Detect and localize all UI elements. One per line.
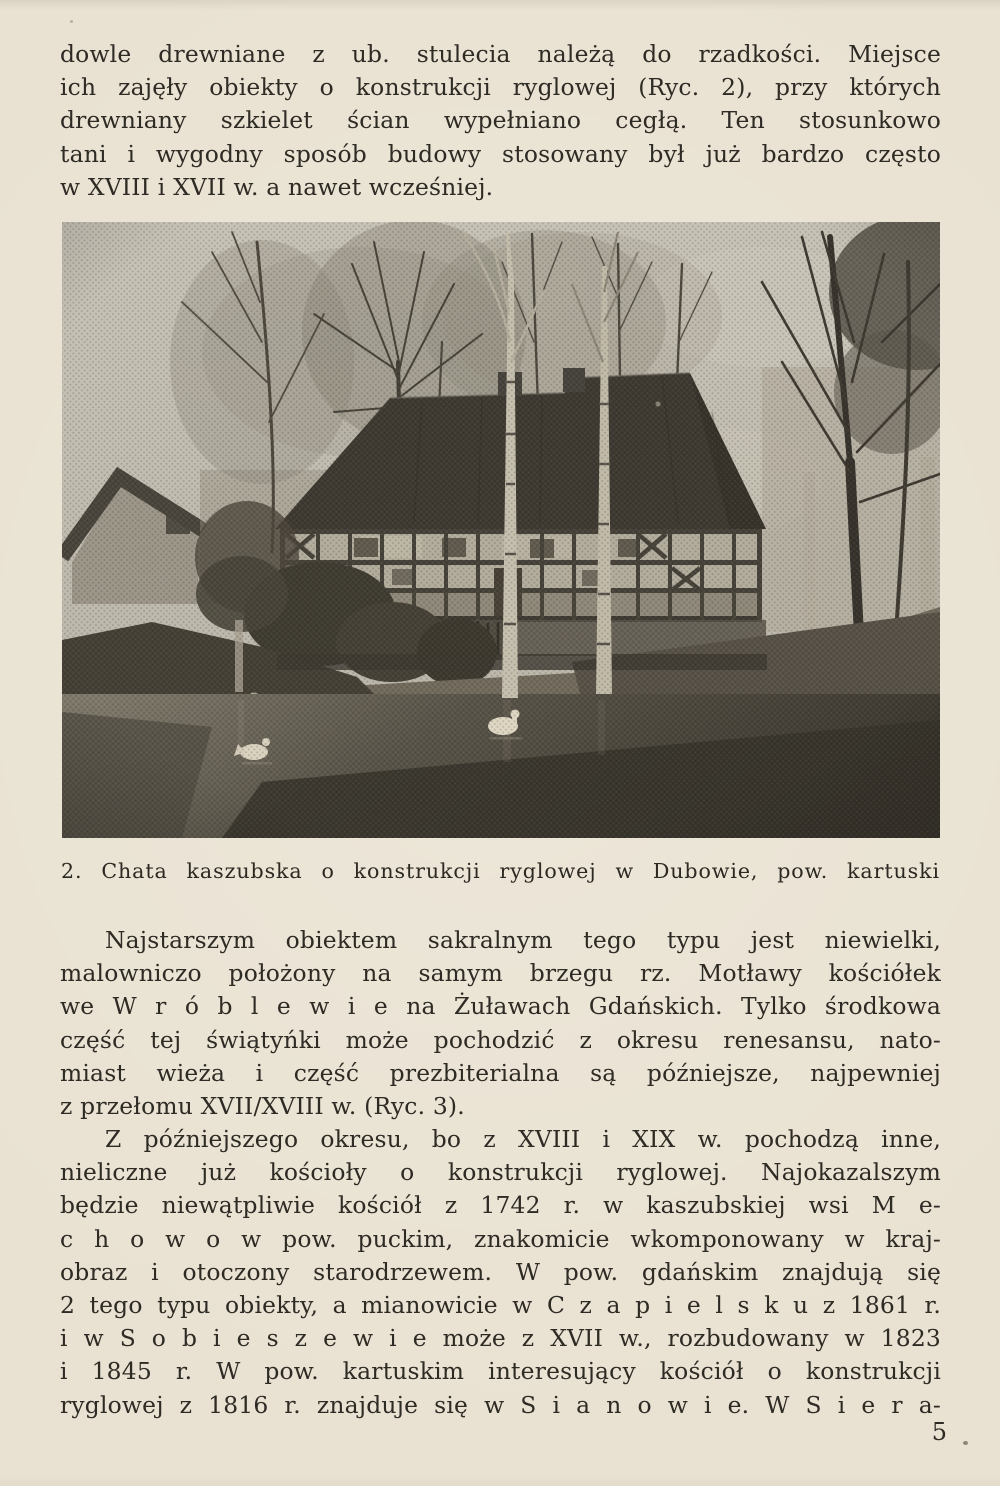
text-line: z przełomu XVII/XVIII w. (Ryc. 3). <box>60 1091 465 1120</box>
text-line: malowniczo położony na samym brzegu rz. Motławy kościółek <box>60 959 941 988</box>
text-line: i 1845 r. W pow. kartuskim interesujący kościół o konstrukcji <box>60 1357 941 1386</box>
text-line: drewniany szkielet ścian wypełniano cegłą. Ten stosunkowo <box>60 106 941 135</box>
page-number: 5 <box>931 1418 947 1446</box>
text-line: ryglowej z 1816 r. znajduje się w S i a n o w i e. W S i e r a- <box>60 1390 941 1419</box>
text-line: miast wieża i część prezbiterialna są późniejsze, najpewniej <box>60 1058 941 1087</box>
text-line: będzie niewątpliwie kościół z 1742 r. w kaszubskiej wsi M e- <box>60 1191 941 1220</box>
paragraph-1 <box>60 38 941 204</box>
figure-photo <box>62 222 940 838</box>
text-line: nieliczne już kościoły o konstrukcji ryglowej. Najokazalszym <box>60 1158 941 1187</box>
text-line: Najstarszym obiektem sakralnym tego typu jest niewielki, <box>105 926 941 954</box>
text-line: tani i wygodny sposób budowy stosowany był już bardzo często <box>60 139 941 168</box>
paragraph-3 <box>60 1123 941 1422</box>
text-line: i w S o b i e s z e w i e może z XVII w., rozbudowany w 1823 <box>60 1324 941 1353</box>
text-line: we W r ó b l e w i e na Żuławach Gdańskich. Tylko środkowa <box>60 992 941 1021</box>
text-line: część tej świątyńki może pochodzić z okresu renesansu, nato- <box>60 1025 941 1054</box>
text-line: c h o w o w pow. puckim, znakomicie wkomponowany w kraj- <box>60 1224 941 1253</box>
cottage-photo <box>62 222 940 838</box>
figure-caption: 2. Chata kaszubska o konstrukcji ryglowej w Dubowie, pow. kartuski <box>61 859 940 883</box>
text-line: 2 tego typu obiekty, a mianowicie w C z a p i e l s k u z 1861 r. <box>60 1290 941 1319</box>
text-line: ich zajęły obiekty o konstrukcji ryglowej (Ryc. 2), przy których <box>60 73 941 102</box>
text-line: Z późniejszego okresu, bo z XVIII i XIX w. pochodzą inne, <box>105 1125 941 1153</box>
text-line: dowle drewniane z ub. stulecia należą do rzadkości. Miejsce <box>60 40 941 68</box>
paper-speck <box>70 20 73 23</box>
text-line: w XVIII i XVII w. a nawet wcześniej. <box>60 172 494 201</box>
halftone-overlay <box>62 222 940 838</box>
paragraph-2 <box>60 924 941 1123</box>
paper-speck <box>963 1441 968 1445</box>
text-line: obraz i otoczony starodrzewem. W pow. gdańskim znajdują się <box>60 1257 941 1286</box>
